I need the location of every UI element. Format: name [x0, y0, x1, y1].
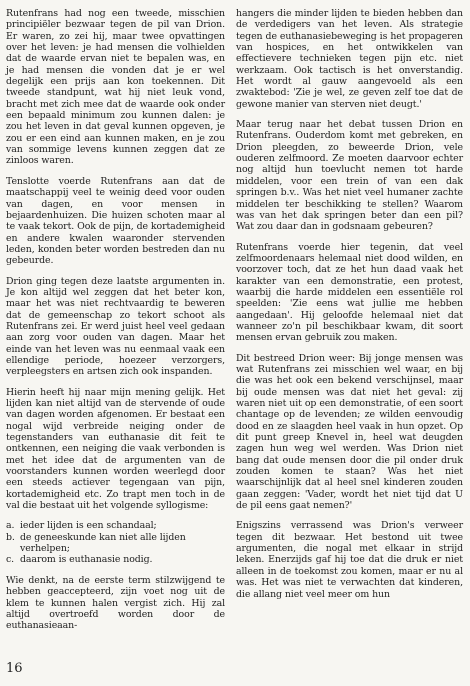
syllogism-list — [6, 520, 225, 565]
list-item — [6, 520, 225, 531]
list-item-text: de geneeskunde kan niet alle lijden verhelpen; — [20, 531, 186, 555]
paragraph: Maar terug naar het debat tussen Drion en Rutenfrans. Ouderdom komt met gebreken, en Drion pleegden, zo beweerde Drion, vele ouderen zelfmoord. Ze moeten daarvoor echter nog altijd hun toevlucht nemen tot harde middelen, voor een trein of van een dak springen b.v.. Was het niet veel humaner zachte middelen ter beschikking te stellen? Waarom was van het dak springen beter dan een pil? Wat zou daar dan in godsnaam gebeuren? — [236, 119, 463, 233]
list-item-text: daarom is euthanasie nodig. — [20, 554, 153, 566]
paragraph: Rutenfrans voerde hier tegenin, dat veel zelfmoordenaars helemaal niet dood wilden, en voorzover toch, dat ze het hun daad vaak het karakter van een demonstratie, een protest, waarbij die harde middelen een essentiële rol speelden: 'Zie eens wat jullie me hebben aangedaan'. Hij geloofde helemaal niet dat wanneer zo'n pil beschikbaar kwam, dit soort mensen ervan gebruik zou maken. — [236, 241, 463, 344]
paragraph: Rutenfrans had nog een tweede, misschien principiëler bezwaar tegen de pil van Drion. Er waren, zo zei hij, maar twee opvattingen over het leven: je had mensen die volhielden dat de waarde ervan niet te bepalen was, en je had mensen die vonden dat je er wel degelijk een prijs aan kon toekennen. Dit tweede standpunt, wat hij niet leuk vond, bracht met zich mee dat de waarde ook onder een bepaald minimum zou kunnen dalen: je zou het leven in dat geval kunnen opgeven, je zou er een eind aan kunnen maken, en je zou van sommige levens kunnen zeggen dat ze zinloos waren. — [6, 8, 225, 167]
paragraph: Wie denkt, na de eerste term stilzwijgend te hebben geaccepteerd, zijn voet nog uit de klem te kunnen halen vergist zich. Hij zal altijd overtroefd worden door de euthanasieaan- — [6, 574, 225, 632]
list-item — [6, 554, 225, 565]
right-column — [236, 8, 463, 609]
left-column — [6, 8, 225, 641]
paragraph: Tenslotte voerde Rutenfrans aan dat de maatschappij veel te weinig deed voor ouden van dagen, en voor mensen in bejaardenhuizen. Die huizen schoten maar al te vaak tekort. Ook de pijn, de kortademigheid en andere kwalen waaronder stervenden leden, konden beter worden bestreden dan nu gebeurde. — [6, 175, 225, 267]
list-marker: a. — [6, 520, 15, 532]
paragraph: hangers die minder lijden te bieden hebben dan de verdedigers van het leven. Als strategie tegen de euthanasiebeweging is het propageren van hospices, en het ontwikkelen van effectievere technieken tegen pijn etc. niet werkzaam. Ook tactisch is het onverstandig. Het wordt al gauw aangevoeld als een zwaktebod: 'Zie je wel, ze geven zelf toe dat de gewone manier van sterven niet deugt.' — [236, 8, 463, 110]
list-marker: b. — [6, 531, 15, 543]
paragraph: Enigszins verrassend was Drion's verweer tegen dit bezwaar. Het bestond uit twee argumenten, die nogal met elkaar in strijd leken. Enerzijds gaf hij toe dat die druk er niet alleen in de toekomst zou komen, maar er nu al was. Het was niet te verwachten dat kinderen, die allang niet veel meer om hun — [236, 520, 463, 600]
list-item-text: ieder lijden is een schandaal; — [20, 520, 157, 532]
paragraph: Hierin heeft hij naar mijn mening gelijk. Het lijden kan niet altijd van de stervende of oude van dagen worden afgenomen. Er bestaat een nogal wijd verbreide neiging onder de tegenstanders van euthanasie dit feit te ontkennen, een neiging die vaak verbonden is met het idee dat de argumenten van de voorstanders kunnen worden weerlegd door een steeds actiever tegengaan van pijn, kortademigheid etc. Zo trapt men toch in de val die bestaat uit het volgende syllogisme: — [6, 386, 225, 512]
list-item — [6, 532, 225, 555]
page-number: 16 — [6, 661, 23, 676]
paragraph: Dit bestreed Drion weer: Bij jonge mensen was wat Rutenfrans zei misschien wel waar, en bij die was het ook een bekend verschijnsel, maar bij oude mensen was dat niet het geval: zij waren niet uit op een demonstratie, of een soort chantage op de levenden; ze wilden eenvoudig dood en ze slaagden heel vaak in hun opzet. Op dit punt greep Knevel in, heel wat deugden zagen hun weg wel werden. Was Drion niet bang dat oude mensen door die pil onder druk zouden komen te staan? Was het niet waarschijnlijk dat al heel snel kinderen zouden gaan zeggen: 'Vader, wordt het niet tijd dat U de pil eens gaat nemen?' — [236, 352, 463, 512]
paragraph: Drion ging tegen deze laatste argumenten in. Je kon altijd wel zeggen dat het beter kon, maar het was niet rechtvaardig te beweren dat de gemeenschap zo tekort schoot als Rutenfrans zei. Er werd juist heel veel gedaan aan zorg voor ouden van dagen. Maar het einde van het leven was nu eenmaal vaak een ellendige periode, hoezeer verzorgers, verpleegsters en artsen zich ook inspanden. — [6, 275, 225, 378]
list-marker: c. — [6, 554, 15, 566]
